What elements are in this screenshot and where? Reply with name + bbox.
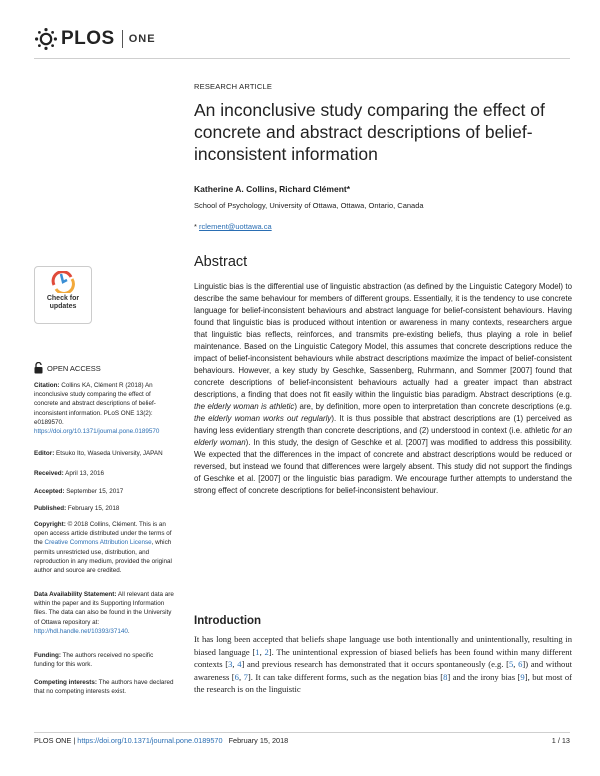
funding-text: The authors received no specific funding for this work. [34,652,154,669]
data-availability-end: . [127,627,130,635]
editor-label: Editor: [34,450,55,457]
abstract-text [194,281,572,497]
received-date [34,469,174,478]
page-footer [34,736,288,745]
license-link[interactable]: Creative Commons Attribution License [44,539,152,547]
check-updates-line: updates [49,303,77,310]
copyright-text: © 2018 Collins, Clément. This is an open access article distributed under the terms of the [34,521,172,547]
intro-text-part: ]. It can take different forms, such as the negation bias [ [247,671,444,682]
funding-block [34,651,174,669]
open-access-label [34,362,101,374]
abstract-example: the elderly woman is athletic [194,402,295,411]
repository-link[interactable]: http://hdl.handle.net/10393/37140 [34,627,128,635]
check-updates-icon [50,271,76,293]
abstract-part: Linguistic bias is the differential use of linguistic abstraction (as defined by the Linguistic Category Model) to describe the same behaviour for members of different groups. Essentially, it is the tendency to use concrete language for belief-inconsistent behaviours and abstract language for belief-consistent behaviours. Having found that linguistic bias is produced without intention or awareness in many contexts, researchers argue that linguistic bias reflects, reinforces, and transmits pre-existing beliefs, thus playing a role in belief maintenance. Based on the Linguistic Category Model, this assumes that concrete descriptions reduce the impact of belief-inconsistent behaviours while abstract descriptions maximize the impact of belief-consistent behaviours. However, a key study by Geschke, Sassenberg, Ruhrmann, and Sommer [2007] found that concrete descriptions of belief-inconsistent behaviours actually had a greater impact than abstract descriptions, a finding that does not fit easily within the linguistic bias paradigm. Abstract descriptions (e.g. [194,282,572,399]
accepted-label: Accepted: [34,488,65,495]
competing-interests-block [34,678,174,696]
abstract-part: ). In this study, the design of Geschke et al. [2007] was modified to address this possibility. We expected that the differences in the impact of concrete and abstract descriptions would be reduced or reversed, but instead we found that differences were largely absent. This study did not support the findings of Geschke et al. [2007] or the linguistic bias paradigm. We encourage further attempts to understand the strong effect of concrete descriptions for belief-inconsistent behaviour. [194,438,572,495]
corresponding-marker: * [194,222,197,231]
competing-interests-label: Competing interests: [34,679,97,686]
footer-separator: | [71,736,78,745]
affiliation: School of Psychology, University of Ottawa, Ottawa, Ontario, Canada [194,201,424,210]
intro-text-part: , [232,659,238,670]
article-type: RESEARCH ARTICLE [194,82,273,91]
intro-text-part: ]. The unintentional expression of biased beliefs has been found within many different contexts [ [194,646,572,670]
reference-link[interactable]: 9 [520,671,525,682]
accepted-date [34,487,174,496]
article-title: An inconclusive study comparing the effect of concrete and abstract descriptions of belief-inconsistent information [194,100,545,164]
journal-name: ONE [128,33,156,45]
copyright-block [34,520,174,575]
citation-text: Collins KA, Clément R (2018) An inconclusive study comparing the effect of concrete and abstract descriptions of belief-inconsistent information. PLoS ONE 13(2): e0189570. [34,382,156,426]
intro-text-part: ] and previous research has demonstrated that it occurs spontaneously (e.g. [ [241,659,509,670]
received-label: Received: [34,470,64,477]
reference-link[interactable]: 8 [443,671,448,682]
accepted-value: September 15, 2017 [64,488,124,495]
citation-block [34,381,174,436]
open-lock-icon [34,362,43,374]
citation-label: Citation: [34,382,60,389]
reference-link[interactable]: 6 [518,659,523,670]
intro-text-part: , [238,671,244,682]
author-list: Katherine A. Collins, Richard Clément* [194,184,351,194]
header-divider [34,58,570,59]
competing-interests-text: The authors have declared that no competing interests exist. [34,679,174,696]
reference-link[interactable]: 7 [243,671,248,682]
plos-logo-icon [34,27,58,51]
introduction-text [194,633,572,696]
reference-link[interactable]: 4 [237,659,242,670]
published-date [34,504,174,513]
citation-doi-link[interactable]: https://doi.org/10.1371/journal.pone.0189570 [34,428,160,436]
corresponding-email [194,222,272,231]
check-for-updates-button[interactable] [34,266,92,324]
brand-name: PLOS [61,28,115,49]
abstract-part: ). It is thus possible that abstract descriptions are (1) perceived as having less evidentiary strength than concrete descriptions, and (2) understood in context (i.e. athletic [194,414,573,435]
abstract-part: ) are, by definition, more open to interpretation than concrete descriptions (e.g. [294,402,572,411]
copyright-label: Copyright: [34,521,66,528]
footer-divider [34,732,570,733]
editor-block [34,449,174,458]
copyright-text: , which permits unrestricted use, distribution, and reproduction in any medium, provided the original author and source are credited. [34,539,172,575]
open-access-text: OPEN ACCESS [47,363,101,373]
footer-journal: PLOS ONE [34,736,72,745]
introduction-heading: Introduction [194,615,262,627]
abstract-heading: Abstract [194,254,248,270]
footer-date: February 15, 2018 [222,736,289,745]
published-value: February 15, 2018 [66,505,120,512]
page-number: 1 / 13 [551,736,570,745]
funding-label: Funding: [34,652,61,659]
reference-link[interactable]: 3 [228,659,233,670]
reference-link[interactable]: 2 [264,646,269,657]
editor-text: Etsuko Ito, Waseda University, JAPAN [54,450,163,457]
reference-link[interactable]: 6 [234,671,239,682]
intro-text-part: ], but most of the research is on the linguistic [194,671,573,695]
check-updates-line: Check for [46,295,80,302]
received-value: April 13, 2016 [63,470,105,477]
abstract-example: for an elderly woman [194,426,572,447]
intro-text-part: , [259,646,265,657]
published-label: Published: [34,505,67,512]
abstract-example: the elderly woman works out regularly [194,414,332,423]
intro-text-part: It has long been accepted that beliefs shape language use both intentionally and unintentionally, resulting in biased language [ [194,634,572,657]
data-availability-label: Data Availability Statement: [34,591,117,598]
intro-text-part: ]) and without awareness [ [194,659,573,682]
intro-text-part: , [513,659,519,670]
reference-link[interactable]: 1 [255,646,260,657]
intro-text-part: ] and the irony bias [ [447,671,521,682]
check-updates-label [35,295,91,311]
footer-doi-link[interactable]: https://doi.org/10.1371/journal.pone.0189570 [77,736,223,745]
email-link[interactable]: rclement@uottawa.ca [199,222,272,231]
plos-logo[interactable] [34,26,156,52]
brand-divider [122,30,123,48]
reference-link[interactable]: 5 [509,659,514,670]
data-availability-text: All relevant data are within the paper and its Supporting Information files. The data can also be found in the University of Ottawa repository at: [34,591,174,626]
data-availability-block [34,590,174,636]
